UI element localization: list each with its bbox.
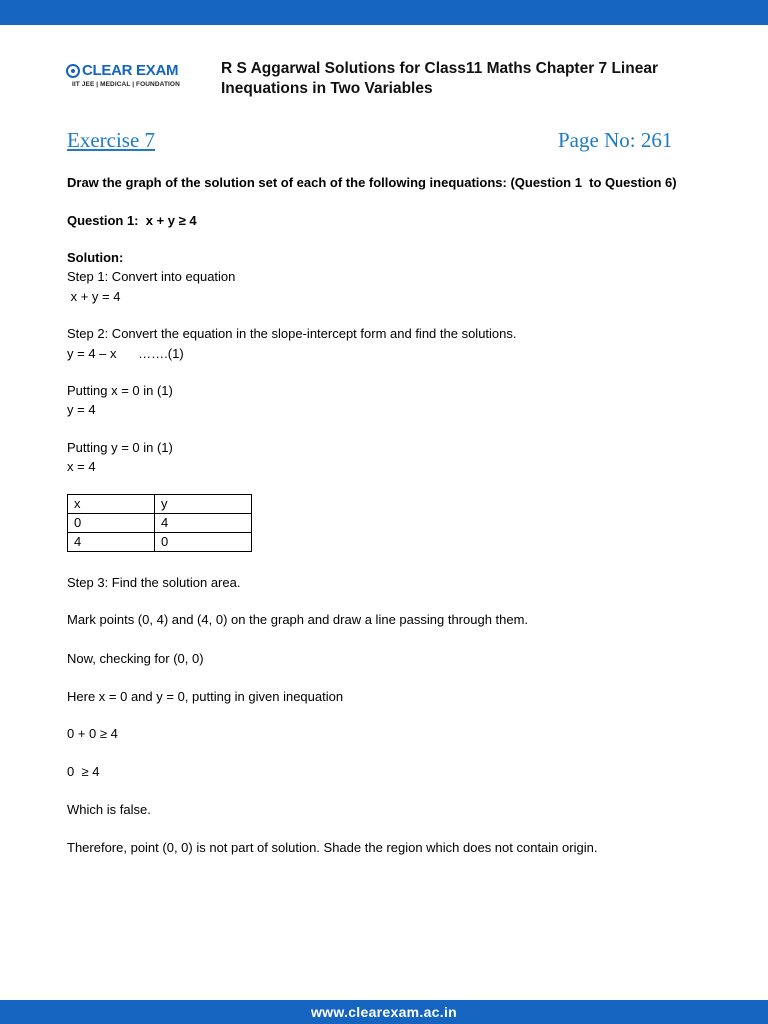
calculation-2: 0 ≥ 4 — [67, 764, 100, 779]
calculation-1: 0 + 0 ≥ 4 — [67, 726, 118, 741]
conclusion-text: Therefore, point (0, 0) is not part of solution. Shade the region which does not contain origin. — [67, 840, 598, 855]
equation-1: x + y = 4 — [67, 289, 121, 304]
top-banner — [0, 0, 768, 25]
result-x: x = 4 — [67, 459, 96, 474]
clear-exam-logo — [66, 62, 186, 88]
step1-text: Step 1: Convert into equation — [67, 269, 236, 284]
mark-points-text: Mark points (0, 4) and (4, 0) on the graph and draw a line passing through them. — [67, 612, 529, 627]
footer-website-link[interactable]: www.clearexam.ac.in — [310, 1004, 458, 1020]
step3-text: Step 3: Find the solution area. — [67, 575, 241, 590]
table-cell: 4 — [68, 533, 155, 552]
checking-text: Now, checking for (0, 0) — [67, 651, 204, 666]
table-cell: 4 — [155, 514, 252, 533]
table-header-cell: y — [155, 495, 252, 514]
document-title — [221, 59, 721, 99]
substitution-text: Here x = 0 and y = 0, putting in given inequation — [67, 689, 344, 704]
result-y: y = 4 — [67, 402, 96, 417]
step2-text: Step 2: Convert the equation in the slope-intercept form and find the solutions. — [67, 326, 517, 341]
table-row — [68, 533, 252, 552]
table-cell: 0 — [155, 533, 252, 552]
title-line-2: Inequations in Two Variables — [221, 80, 433, 97]
table-header-cell: x — [68, 495, 155, 514]
logo-tagline: IIT JEE | MEDICAL | FOUNDATION — [72, 81, 180, 88]
solution-table — [67, 494, 252, 552]
false-statement: Which is false. — [67, 802, 151, 817]
page-number: Page No: 261 — [558, 128, 673, 152]
equation-2: y = 4 – x …….(1) — [67, 346, 184, 361]
exercise-heading: Exercise 7 — [67, 128, 156, 152]
title-line-1: R S Aggarwal Solutions for Class11 Maths Chapter 7 Linear — [221, 60, 658, 77]
putting-x-text: Putting x = 0 in (1) — [67, 383, 173, 398]
table-header-row — [68, 495, 252, 514]
table-cell: 0 — [68, 514, 155, 533]
logo-name: CLEAR EXAM — [82, 62, 179, 79]
solution-label: Solution: — [67, 250, 124, 265]
question-text: Question 1: x + y ≥ 4 — [67, 213, 197, 228]
instruction-text: Draw the graph of the solution set of each of the following inequations: (Question 1 to Question 6) — [67, 175, 677, 190]
logo-globe-icon — [66, 64, 80, 78]
footer-banner — [0, 1000, 768, 1024]
table-row — [68, 514, 252, 533]
putting-y-text: Putting y = 0 in (1) — [67, 440, 173, 455]
